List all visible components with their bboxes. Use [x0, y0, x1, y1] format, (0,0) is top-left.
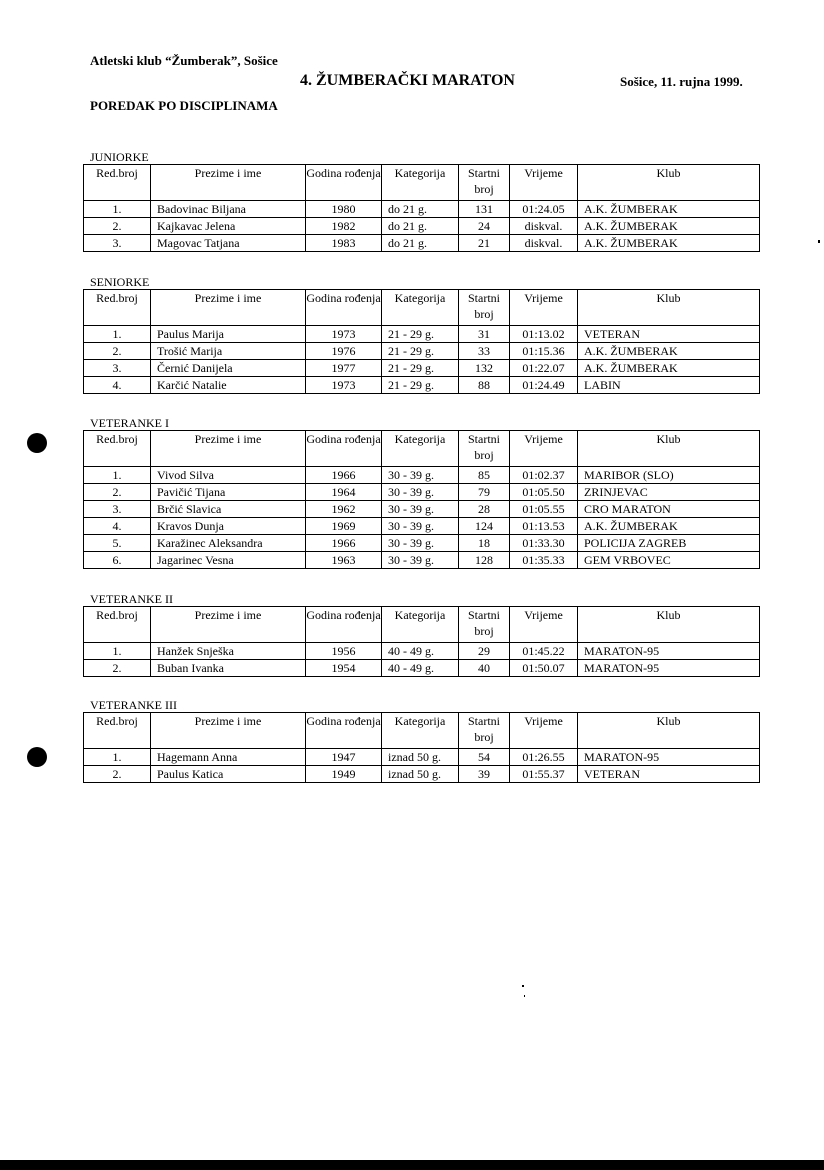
cell-rank: 5. — [84, 535, 151, 552]
cell-category: do 21 g. — [382, 218, 459, 235]
cell-rank: 6. — [84, 552, 151, 569]
table-row — [84, 749, 760, 766]
column-header-start-number: Startni broj — [459, 165, 510, 201]
cell-birth-year: 1966 — [306, 467, 382, 484]
cell-name: Kravos Dunja — [151, 518, 306, 535]
cell-birth-year: 1973 — [306, 377, 382, 394]
cell-club: GEM VRBOVEC — [578, 552, 760, 569]
table-header-row — [84, 607, 760, 643]
column-header-start-number: Startni broj — [459, 290, 510, 326]
cell-name: Magovac Tatjana — [151, 235, 306, 252]
table-row — [84, 235, 760, 252]
cell-time: 01:22.07 — [510, 360, 578, 377]
table-row — [84, 484, 760, 501]
cell-time: 01:35.33 — [510, 552, 578, 569]
cell-name: Badovinac Biljana — [151, 201, 306, 218]
cell-start-number: 28 — [459, 501, 510, 518]
table-row — [84, 360, 760, 377]
section-title: JUNIORKE — [90, 150, 149, 164]
cell-club: MARATON-95 — [578, 643, 760, 660]
column-header-name: Prezime i ime — [151, 607, 306, 643]
scan-speck — [522, 985, 524, 987]
cell-category: do 21 g. — [382, 201, 459, 218]
cell-club: MARATON-95 — [578, 660, 760, 677]
cell-start-number: 79 — [459, 484, 510, 501]
table-row — [84, 377, 760, 394]
cell-category: 30 - 39 g. — [382, 467, 459, 484]
cell-birth-year: 1949 — [306, 766, 382, 783]
cell-time: 01:24.05 — [510, 201, 578, 218]
column-header-category: Kategorija — [382, 290, 459, 326]
document-title: 4. ŽUMBERAČKI MARATON — [300, 72, 515, 89]
cell-club: POLICIJA ZAGREB — [578, 535, 760, 552]
cell-club: A.K. ŽUMBERAK — [578, 218, 760, 235]
cell-time: 01:55.37 — [510, 766, 578, 783]
table-header-row — [84, 431, 760, 467]
table-row — [84, 501, 760, 518]
table-header-row — [84, 713, 760, 749]
cell-time: diskval. — [510, 218, 578, 235]
cell-category: 21 - 29 g. — [382, 343, 459, 360]
section-title: VETERANKE III — [90, 698, 177, 712]
scan-edge — [0, 1160, 824, 1170]
cell-birth-year: 1976 — [306, 343, 382, 360]
cell-rank: 3. — [84, 360, 151, 377]
cell-rank: 2. — [84, 484, 151, 501]
table-row — [84, 766, 760, 783]
column-header-club: Klub — [578, 713, 760, 749]
table-row — [84, 535, 760, 552]
cell-birth-year: 1982 — [306, 218, 382, 235]
cell-name: Karažinec Aleksandra — [151, 535, 306, 552]
document-subtitle: POREDAK PO DISCIPLINAMA — [90, 98, 278, 113]
cell-birth-year: 1966 — [306, 535, 382, 552]
table-header-row — [84, 290, 760, 326]
cell-club: MARATON-95 — [578, 749, 760, 766]
cell-birth-year: 1954 — [306, 660, 382, 677]
cell-rank: 2. — [84, 343, 151, 360]
scan-speck — [818, 240, 820, 243]
column-header-club: Klub — [578, 431, 760, 467]
cell-club: A.K. ŽUMBERAK — [578, 235, 760, 252]
cell-birth-year: 1962 — [306, 501, 382, 518]
cell-rank: 1. — [84, 201, 151, 218]
cell-time: 01:50.07 — [510, 660, 578, 677]
cell-club: A.K. ŽUMBERAK — [578, 343, 760, 360]
cell-rank: 2. — [84, 766, 151, 783]
cell-birth-year: 1973 — [306, 326, 382, 343]
cell-category: 21 - 29 g. — [382, 360, 459, 377]
cell-birth-year: 1963 — [306, 552, 382, 569]
column-header-category: Kategorija — [382, 165, 459, 201]
results-table — [83, 289, 760, 394]
column-header-rank: Red.broj — [84, 713, 151, 749]
results-table — [83, 430, 760, 569]
column-header-birth-year: Godina rođenja — [306, 431, 382, 467]
cell-club: MARIBOR (SLO) — [578, 467, 760, 484]
cell-category: 40 - 49 g. — [382, 643, 459, 660]
cell-start-number: 18 — [459, 535, 510, 552]
cell-category: 30 - 39 g. — [382, 552, 459, 569]
cell-club: A.K. ŽUMBERAK — [578, 518, 760, 535]
results-table — [83, 712, 760, 783]
column-header-time: Vrijeme — [510, 607, 578, 643]
table-row — [84, 201, 760, 218]
cell-time: 01:13.53 — [510, 518, 578, 535]
table-row — [84, 518, 760, 535]
column-header-rank: Red.broj — [84, 165, 151, 201]
cell-category: iznad 50 g. — [382, 749, 459, 766]
cell-rank: 1. — [84, 467, 151, 484]
cell-birth-year: 1977 — [306, 360, 382, 377]
cell-start-number: 54 — [459, 749, 510, 766]
results-table — [83, 164, 760, 252]
column-header-category: Kategorija — [382, 431, 459, 467]
cell-time: 01:05.55 — [510, 501, 578, 518]
column-header-time: Vrijeme — [510, 165, 578, 201]
column-header-rank: Red.broj — [84, 431, 151, 467]
cell-birth-year: 1956 — [306, 643, 382, 660]
cell-time: 01:05.50 — [510, 484, 578, 501]
cell-time: 01:45.22 — [510, 643, 578, 660]
cell-name: Hagemann Anna — [151, 749, 306, 766]
results-table — [83, 606, 760, 677]
results-section — [83, 417, 760, 569]
table-row — [84, 218, 760, 235]
table-row — [84, 467, 760, 484]
cell-time: 01:13.02 — [510, 326, 578, 343]
column-header-club: Klub — [578, 165, 760, 201]
column-header-name: Prezime i ime — [151, 290, 306, 326]
cell-category: 30 - 39 g. — [382, 535, 459, 552]
cell-rank: 2. — [84, 218, 151, 235]
cell-rank: 1. — [84, 749, 151, 766]
column-header-club: Klub — [578, 290, 760, 326]
column-header-time: Vrijeme — [510, 431, 578, 467]
place-date: Sošice, 11. rujna 1999. — [620, 74, 743, 89]
column-header-time: Vrijeme — [510, 290, 578, 326]
cell-category: 40 - 49 g. — [382, 660, 459, 677]
cell-name: Jagarinec Vesna — [151, 552, 306, 569]
cell-name: Karčić Natalie — [151, 377, 306, 394]
results-section — [83, 699, 760, 783]
column-header-birth-year: Godina rođenja — [306, 713, 382, 749]
cell-start-number: 21 — [459, 235, 510, 252]
cell-category: do 21 g. — [382, 235, 459, 252]
cell-rank: 3. — [84, 501, 151, 518]
cell-name: Paulus Marija — [151, 326, 306, 343]
cell-rank: 2. — [84, 660, 151, 677]
column-header-rank: Red.broj — [84, 607, 151, 643]
cell-start-number: 40 — [459, 660, 510, 677]
results-section — [83, 593, 760, 677]
scan-speck — [524, 995, 525, 997]
club-name: Atletski klub “Žumberak”, Sošice — [90, 53, 278, 68]
cell-club: VETERAN — [578, 326, 760, 343]
column-header-name: Prezime i ime — [151, 713, 306, 749]
column-header-name: Prezime i ime — [151, 431, 306, 467]
cell-start-number: 131 — [459, 201, 510, 218]
cell-rank: 3. — [84, 235, 151, 252]
section-title: VETERANKE II — [90, 592, 173, 606]
table-row — [84, 326, 760, 343]
cell-category: iznad 50 g. — [382, 766, 459, 783]
cell-start-number: 128 — [459, 552, 510, 569]
column-header-category: Kategorija — [382, 607, 459, 643]
column-header-birth-year: Godina rođenja — [306, 290, 382, 326]
section-title: SENIORKE — [90, 275, 150, 289]
cell-time: 01:24.49 — [510, 377, 578, 394]
cell-birth-year: 1964 — [306, 484, 382, 501]
column-header-name: Prezime i ime — [151, 165, 306, 201]
cell-club: CRO MARATON — [578, 501, 760, 518]
cell-start-number: 24 — [459, 218, 510, 235]
cell-birth-year: 1947 — [306, 749, 382, 766]
cell-birth-year: 1969 — [306, 518, 382, 535]
cell-time: 01:02.37 — [510, 467, 578, 484]
results-section — [83, 276, 760, 394]
cell-rank: 1. — [84, 643, 151, 660]
cell-club: A.K. ŽUMBERAK — [578, 201, 760, 218]
cell-name: Brčić Slavica — [151, 501, 306, 518]
table-row — [84, 552, 760, 569]
cell-name: Trošić Marija — [151, 343, 306, 360]
column-header-start-number: Startni broj — [459, 431, 510, 467]
cell-time: 01:33.30 — [510, 535, 578, 552]
cell-category: 21 - 29 g. — [382, 377, 459, 394]
cell-rank: 4. — [84, 518, 151, 535]
punch-hole-icon — [27, 433, 47, 453]
column-header-time: Vrijeme — [510, 713, 578, 749]
cell-start-number: 31 — [459, 326, 510, 343]
column-header-rank: Red.broj — [84, 290, 151, 326]
cell-start-number: 85 — [459, 467, 510, 484]
results-section — [83, 151, 760, 252]
cell-name: Kajkavac Jelena — [151, 218, 306, 235]
column-header-category: Kategorija — [382, 713, 459, 749]
column-header-start-number: Startni broj — [459, 713, 510, 749]
column-header-birth-year: Godina rođenja — [306, 607, 382, 643]
cell-birth-year: 1983 — [306, 235, 382, 252]
cell-time: 01:15.36 — [510, 343, 578, 360]
cell-name: Buban Ivanka — [151, 660, 306, 677]
column-header-birth-year: Godina rođenja — [306, 165, 382, 201]
cell-start-number: 132 — [459, 360, 510, 377]
cell-club: LABIN — [578, 377, 760, 394]
cell-start-number: 33 — [459, 343, 510, 360]
column-header-club: Klub — [578, 607, 760, 643]
table-row — [84, 343, 760, 360]
cell-time: 01:26.55 — [510, 749, 578, 766]
cell-category: 30 - 39 g. — [382, 518, 459, 535]
table-row — [84, 643, 760, 660]
cell-start-number: 124 — [459, 518, 510, 535]
cell-time: diskval. — [510, 235, 578, 252]
cell-start-number: 88 — [459, 377, 510, 394]
cell-birth-year: 1980 — [306, 201, 382, 218]
cell-club: ZRINJEVAC — [578, 484, 760, 501]
cell-name: Černić Danijela — [151, 360, 306, 377]
cell-name: Paulus Katica — [151, 766, 306, 783]
column-header-start-number: Startni broj — [459, 607, 510, 643]
cell-start-number: 29 — [459, 643, 510, 660]
cell-rank: 4. — [84, 377, 151, 394]
cell-rank: 1. — [84, 326, 151, 343]
cell-club: VETERAN — [578, 766, 760, 783]
cell-category: 30 - 39 g. — [382, 484, 459, 501]
cell-name: Pavičić Tijana — [151, 484, 306, 501]
table-row — [84, 660, 760, 677]
cell-club: A.K. ŽUMBERAK — [578, 360, 760, 377]
cell-name: Vivod Silva — [151, 467, 306, 484]
cell-category: 21 - 29 g. — [382, 326, 459, 343]
section-title: VETERANKE I — [90, 416, 169, 430]
cell-name: Hanžek Snješka — [151, 643, 306, 660]
cell-start-number: 39 — [459, 766, 510, 783]
punch-hole-icon — [27, 747, 47, 767]
table-header-row — [84, 165, 760, 201]
cell-category: 30 - 39 g. — [382, 501, 459, 518]
